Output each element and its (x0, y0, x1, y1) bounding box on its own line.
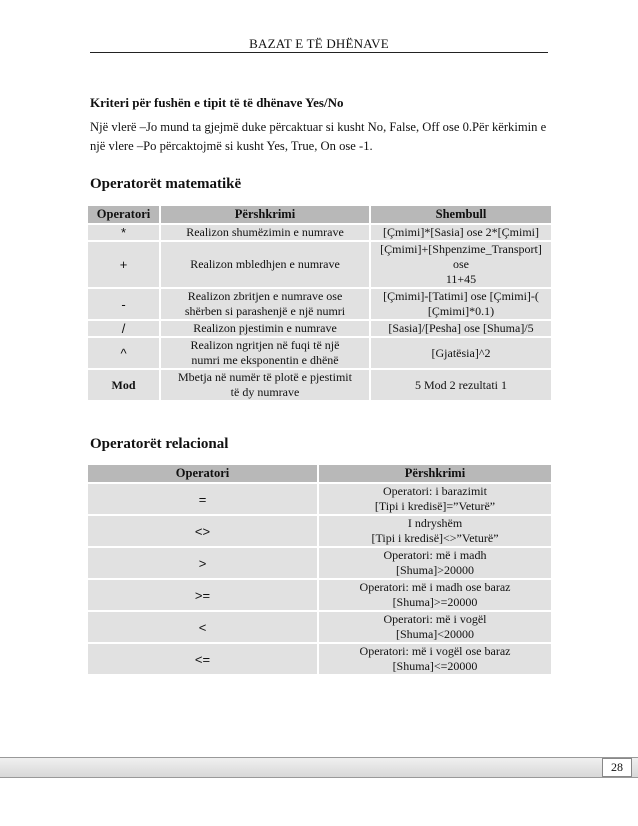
example-cell: [Çmimi]+[Shpenzime_Transport] ose 11+45 (371, 242, 553, 289)
operator-cell: + (88, 242, 161, 289)
description-cell: Realizon zbritjen e numrave ose shërben si parashenjë e një numri (161, 289, 371, 321)
column-header-description: Përshkrimi (161, 206, 371, 225)
table-row (88, 548, 553, 580)
table-row (88, 484, 553, 516)
operator-cell: - (88, 289, 161, 321)
math-operators-table (88, 206, 553, 402)
page-header-title: BAZAT E TË DHËNAVE (249, 36, 389, 51)
operator-cell: <> (88, 516, 319, 548)
operator-cell: >= (88, 580, 319, 612)
table-header-row (88, 206, 553, 225)
table-row (88, 321, 553, 338)
section-heading-yes-no: Kriteri për fushën e tipit të të dhënave Yes/No (90, 95, 344, 110)
operator-cell: > (88, 548, 319, 580)
table-row (88, 370, 553, 402)
table-row (88, 516, 553, 548)
relational-operators-table (88, 465, 553, 676)
table-row (88, 338, 553, 370)
footer-bar (0, 757, 638, 778)
relational-operators-title: Operatorët relacional (90, 436, 229, 452)
table-row (88, 612, 553, 644)
example-cell: 5 Mod 2 rezultati 1 (371, 370, 553, 402)
table-row (88, 580, 553, 612)
example-cell: [Çmimi]*[Sasia] ose 2*[Çmimi] (371, 225, 553, 242)
header-rule (90, 52, 548, 53)
operator-cell: = (88, 484, 319, 516)
column-header-description: Përshkrimi (319, 465, 553, 484)
table-row (88, 644, 553, 676)
page-number: 28 (602, 758, 632, 777)
description-cell: Realizon mbledhjen e numrave (161, 242, 371, 289)
example-cell: [Sasia]/[Pesha] ose [Shuma]/5 (371, 321, 553, 338)
operator-cell: ^ (88, 338, 161, 370)
example-cell: [Gjatësia]^2 (371, 338, 553, 370)
intro-paragraph: Një vlerë –Jo mund ta gjejmë duke përcaktuar si kusht No, False, Off ose 0.Për kërkimin e një vlere –Po përcaktojmë si kusht Yes, True, On ose -1. (90, 120, 547, 153)
table-header-row (88, 465, 553, 484)
example-cell: [Çmimi]-[Tatimi] ose [Çmimi]-( [Çmimi]*0.1) (371, 289, 553, 321)
operator-cell: <= (88, 644, 319, 676)
operator-cell: / (88, 321, 161, 338)
description-cell: Operatori: më i vogël [Shuma]<20000 (319, 612, 553, 644)
description-cell: Realizon shumëzimin e numrave (161, 225, 371, 242)
column-header-operator: Operatori (88, 465, 319, 484)
description-cell: Operatori: më i vogël ose baraz [Shuma]<=20000 (319, 644, 553, 676)
table-row (88, 225, 553, 242)
description-cell: Mbetja në numër të plotë e pjestimit të dy numrave (161, 370, 371, 402)
description-cell: Realizon ngritjen në fuqi të një numri me eksponentin e dhënë (161, 338, 371, 370)
description-cell: Operatori: i barazimit [Tipi i kredisë]=”Veturë” (319, 484, 553, 516)
operator-cell: < (88, 612, 319, 644)
math-operators-title: Operatorët matematikë (90, 176, 242, 192)
description-cell: Operatori: më i madh ose baraz [Shuma]>=20000 (319, 580, 553, 612)
column-header-operator: Operatori (88, 206, 161, 225)
operator-cell: Mod (88, 370, 161, 402)
column-header-example: Shembull (371, 206, 553, 225)
table-row (88, 242, 553, 289)
description-cell: Realizon pjestimin e numrave (161, 321, 371, 338)
table-row (88, 289, 553, 321)
description-cell: Operatori: më i madh [Shuma]>20000 (319, 548, 553, 580)
operator-cell: * (88, 225, 161, 242)
description-cell: I ndryshëm [Tipi i kredisë]<>”Veturë” (319, 516, 553, 548)
